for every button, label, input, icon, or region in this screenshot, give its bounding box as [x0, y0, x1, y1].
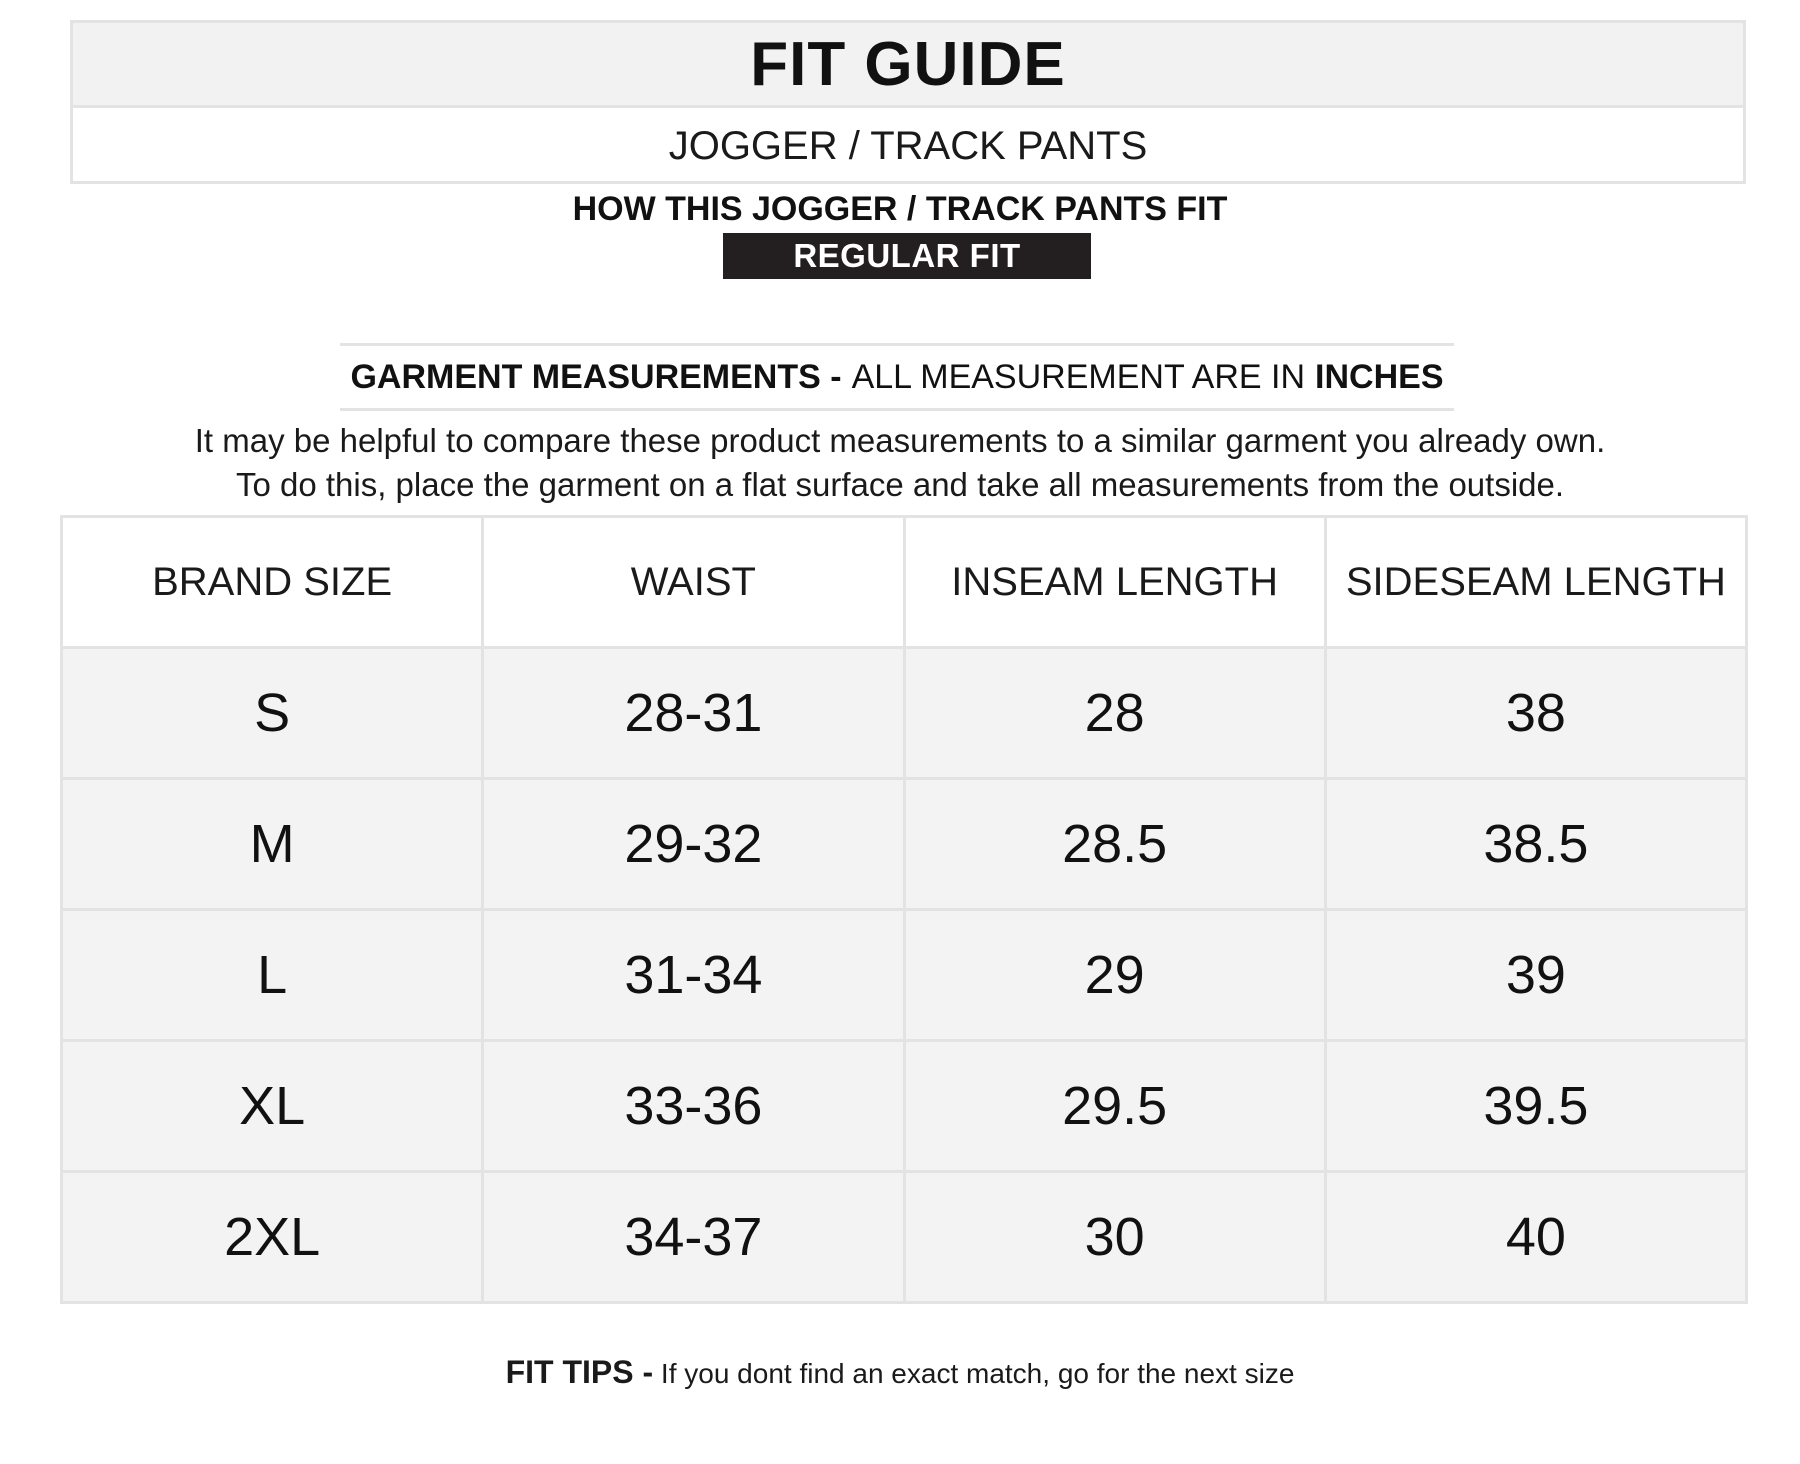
instruction-line-1: It may be helpful to compare these product measurements to a similar garment you already own. [194, 422, 1606, 459]
cell-inseam: 29 [904, 910, 1325, 1041]
table-row [62, 910, 1747, 1041]
table-row [62, 1172, 1747, 1303]
measurements-note: ALL MEASUREMENT ARE IN [851, 357, 1306, 396]
cell-waist: 29-32 [483, 779, 904, 910]
cell-size: S [62, 648, 483, 779]
cell-sideseam: 38.5 [1325, 779, 1746, 910]
product-type: JOGGER / TRACK PANTS [668, 123, 1148, 168]
header-inseam-length: INSEAM LENGTH [904, 517, 1325, 648]
cell-inseam: 28 [904, 648, 1325, 779]
measurements-unit: INCHES [1315, 357, 1444, 396]
cell-size: XL [62, 1041, 483, 1172]
title-box [70, 20, 1746, 184]
fit-heading: HOW THIS JOGGER / TRACK PANTS FIT [572, 190, 1228, 228]
fit-tips-label: FIT TIPS - [505, 1354, 654, 1390]
cell-sideseam: 38 [1325, 648, 1746, 779]
cell-size: 2XL [62, 1172, 483, 1303]
header-sideseam-length: SIDESEAM LENGTH [1325, 517, 1746, 648]
cell-waist: 28-31 [483, 648, 904, 779]
table-row [62, 648, 1747, 779]
table-row [62, 779, 1747, 910]
cell-waist: 34-37 [483, 1172, 904, 1303]
instruction-line-2: To do this, place the garment on a flat surface and take all measurements from the outside. [235, 466, 1565, 503]
cell-size: M [62, 779, 483, 910]
cell-inseam: 28.5 [904, 779, 1325, 910]
cell-inseam: 29.5 [904, 1041, 1325, 1172]
header-brand-size: BRAND SIZE [62, 517, 483, 648]
cell-waist: 33-36 [483, 1041, 904, 1172]
cell-sideseam: 39 [1325, 910, 1746, 1041]
cell-sideseam: 40 [1325, 1172, 1746, 1303]
size-table [60, 515, 1748, 1304]
measurements-heading [340, 343, 1454, 411]
page-title: FIT GUIDE [73, 23, 1743, 108]
fit-badge: REGULAR FIT [723, 233, 1091, 279]
cell-inseam: 30 [904, 1172, 1325, 1303]
fit-tips [0, 1354, 1800, 1391]
fit-tips-text: If you dont find an exact match, go for the next size [660, 1358, 1295, 1389]
table-row [62, 1041, 1747, 1172]
cell-sideseam: 39.5 [1325, 1041, 1746, 1172]
measurements-label: GARMENT MEASUREMENTS - [350, 357, 842, 396]
header-waist: WAIST [483, 517, 904, 648]
cell-size: L [62, 910, 483, 1041]
table-header-row [62, 517, 1747, 648]
cell-waist: 31-34 [483, 910, 904, 1041]
